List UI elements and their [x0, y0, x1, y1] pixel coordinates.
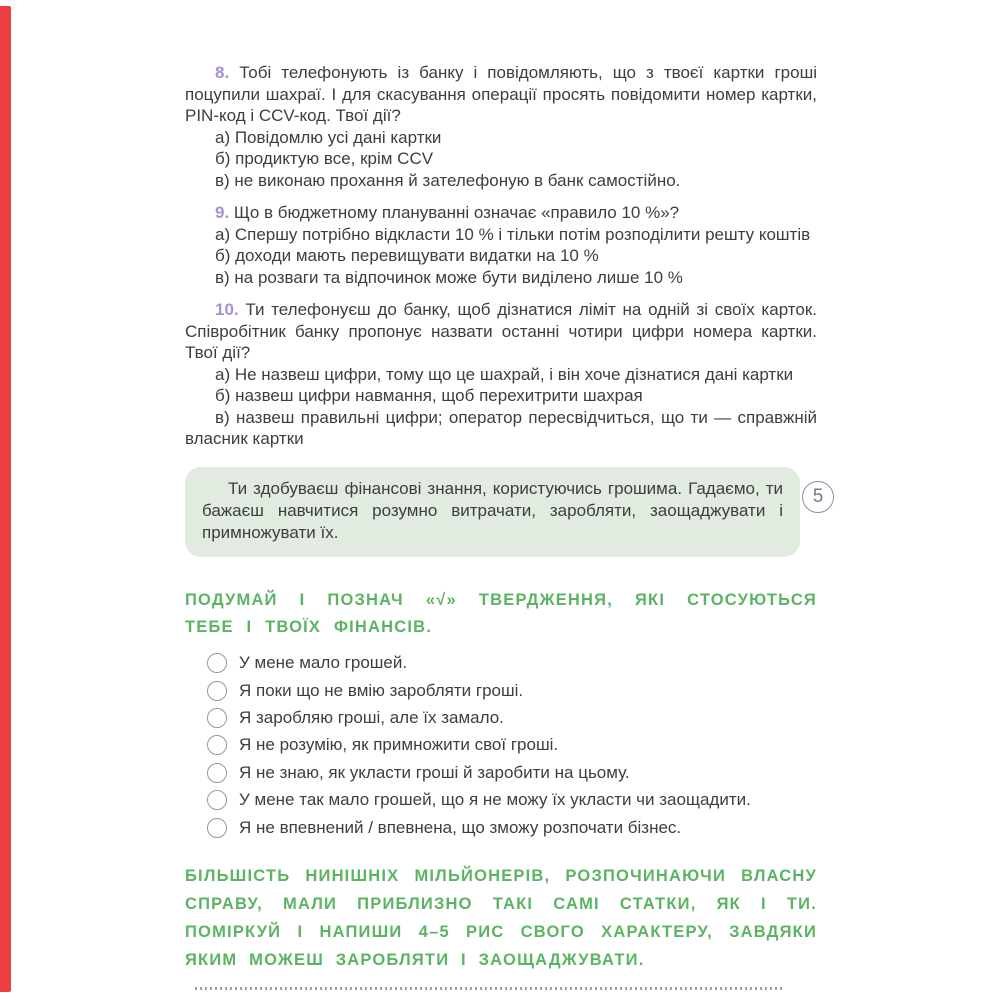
page-number: 5: [812, 486, 824, 507]
task-heading: ПОДУМАЙ І ПОЗНАЧ «√» ТВЕРДЖЕННЯ, ЯКІ СТОСУЮТЬСЯ ТЕБЕ І ТВОЇХ ФІНАНСІВ.: [185, 590, 817, 636]
checklist-item-label: Я заробляю гроші, але їх замало.: [239, 707, 504, 727]
answer-line[interactable]: [195, 987, 785, 990]
page-edge-stripe: [0, 6, 11, 992]
question-10-intro: [185, 299, 817, 364]
info-box: [185, 467, 800, 557]
checkbox-circle[interactable]: [207, 763, 227, 783]
question-8-option-b: б) продиктую все, крім CCV: [215, 149, 434, 168]
question-9-text: Що в бюджетному плануванні означає «правило 10 %»?: [233, 203, 680, 222]
checklist-item-label: Я не впевнений / впевнена, що зможу розпочати бізнес.: [239, 817, 682, 837]
question-10-option-v: в) назвеш правильні цифри; оператор пересвідчиться, що ти — справжній власник картки: [185, 407, 817, 448]
checklist-item: [185, 650, 817, 677]
question-10-number: 10.: [215, 300, 239, 319]
checklist-item: [185, 677, 817, 704]
checklist-item: [185, 786, 817, 813]
checkbox-circle[interactable]: [207, 708, 227, 728]
info-box-text: Ти здобуваєш фінансові знання, користуючись грошима. Гадаємо, ти бажаєш навчитися розумно витрачати, заробляти, заощаджувати і примножувати їх.: [202, 478, 783, 542]
checklist-item-label: Я не розумію, як примножити свої гроші.: [239, 735, 559, 755]
question-8-number: 8.: [215, 63, 230, 82]
question-10: [185, 299, 817, 450]
checklist: [185, 650, 817, 842]
checkbox-circle[interactable]: [207, 653, 227, 673]
question-8: [185, 62, 817, 191]
question-8-intro: [185, 62, 817, 127]
question-9: [185, 202, 817, 288]
checklist-item-label: У мене так мало грошей, що я не можу їх укласти чи заощадити.: [239, 790, 751, 810]
question-9-option-b: б) доходи мають перевищувати видатки на 10 %: [215, 246, 599, 265]
checkbox-circle[interactable]: [207, 681, 227, 701]
checklist-item-label: Я не знаю, як укласти гроші й заробити на цьому.: [239, 762, 630, 782]
checkbox-circle[interactable]: [207, 790, 227, 810]
question-9-intro: [185, 202, 817, 224]
checklist-item: [185, 732, 817, 759]
checklist-item-label: У мене мало грошей.: [239, 653, 408, 673]
question-10-option-b: б) назвеш цифри навмання, щоб перехитрити шахрая: [215, 386, 643, 405]
checkbox-circle[interactable]: [207, 818, 227, 838]
checkbox-circle[interactable]: [207, 735, 227, 755]
question-8-option-a: а) Повідомлю усі дані картки: [215, 127, 442, 147]
question-9-number: 9.: [215, 203, 230, 222]
question-9-option-a: а) Спершу потрібно відкласти 10 % і тільки потім розподілити решту коштів: [215, 224, 811, 244]
checklist-item-label: Я поки що не вмію заробляти гроші.: [239, 680, 524, 700]
page-content: [185, 62, 817, 1000]
checklist-item: [185, 814, 817, 841]
question-8-text: Тобі телефонують із банку і повідомляють, що з твоєї картки гроші поцупили шахраї. І для скасування операції просять повідомити номер картки, PIN-код і CCV-код. Твої дії?: [185, 63, 817, 125]
question-10-option-a: а) Не назвеш цифри, тому що це шахрай, і він хоче дізнатися дані картки: [215, 364, 794, 384]
question-8-option-v: в) не виконаю прохання й зателефоную в банк самостійно.: [215, 170, 681, 190]
checklist-item: [185, 704, 817, 731]
task-note: БІЛЬШІСТЬ НИНІШНІХ МІЛЬЙОНЕРІВ, РОЗПОЧИНАЮЧИ ВЛАСНУ СПРАВУ, МАЛИ ПРИБЛИЗНО ТАКІ САМІ СТАТКИ, ЯК І ТИ. ПОМІРКУЙ І НАПИШИ 4–5 РИС СВОГО ХАРАКТЕРУ, ЗАВДЯКИ ЯКИМ МОЖЕШ ЗАРОБЛЯТИ І ЗАОЩАДЖУВАТИ.: [185, 867, 817, 970]
checklist-item: [185, 759, 817, 786]
question-9-option-v: в) на розваги та відпочинок може бути виділено лише 10 %: [215, 267, 683, 287]
question-10-text: Ти телефонуєш до банку, щоб дізнатися ліміт на одній зі своїх карток. Співробітник банку пропонує назвати останні чотири цифри номера картки. Твої дії?: [185, 300, 817, 362]
